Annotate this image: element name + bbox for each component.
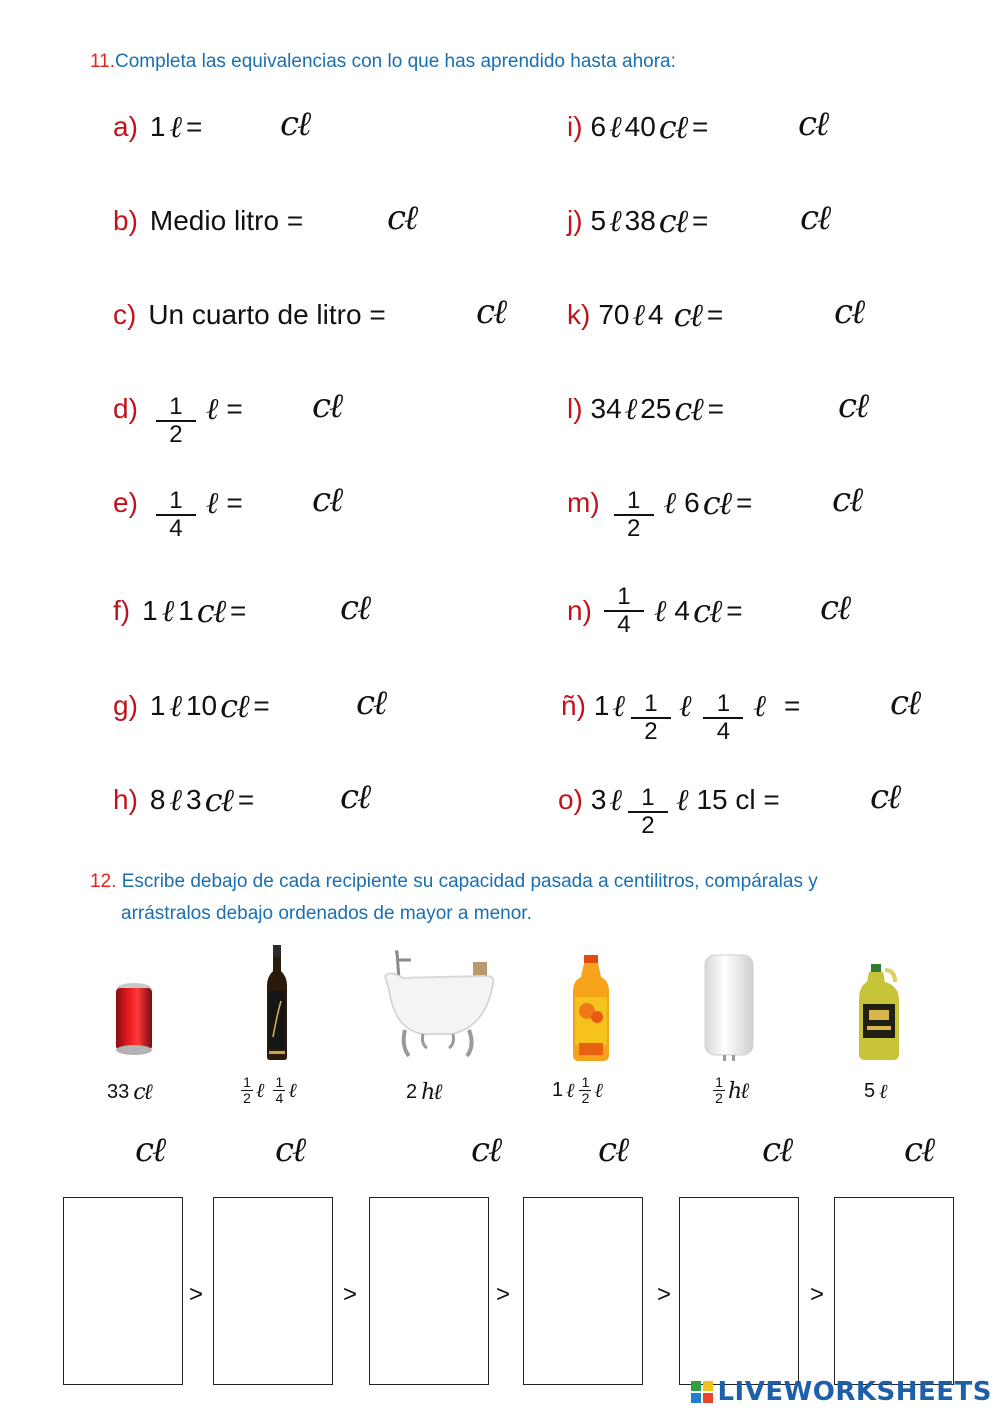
item-b [113, 197, 303, 245]
fraction-numerator: 1 [617, 583, 631, 610]
liter-symbol: ℓ [624, 391, 638, 427]
answer-unit-cl: cℓ [598, 1130, 628, 1170]
answer-unit-cl: cℓ [340, 777, 370, 817]
item-label: i) [567, 111, 583, 142]
centiliter-symbol: cℓ [196, 592, 225, 630]
answer-unit-cl: cℓ [904, 1130, 934, 1170]
centiliter-symbol: cℓ [658, 202, 687, 240]
equals: = [230, 595, 247, 626]
item-value: 6 [684, 487, 700, 518]
liter-symbol: ℓ [594, 1078, 603, 1102]
equals: = [735, 487, 753, 518]
answer-unit-cl: cℓ [870, 777, 900, 817]
answer-unit-cl: cℓ [762, 1130, 792, 1170]
item-value: 1 [178, 595, 194, 626]
oil-jug-image [857, 964, 901, 1060]
answer-unit-cl: cℓ [834, 292, 864, 332]
fraction-denominator: 2 [644, 718, 658, 745]
liter-symbol: ℓ [169, 782, 182, 818]
centiliter-symbol: cℓ [702, 484, 730, 522]
centiliter-symbol: cℓ [674, 390, 702, 428]
fraction [273, 1075, 285, 1106]
answer-unit-cl: cℓ [356, 683, 386, 723]
fraction-denominator: 2 [641, 812, 655, 839]
fraction-denominator: 4 [275, 1090, 284, 1106]
equals: = [692, 111, 709, 142]
equals: = [692, 205, 709, 236]
item-value: 25 [640, 393, 672, 424]
fraction-numerator: 1 [626, 487, 641, 514]
liter-symbol: ℓ [753, 688, 766, 724]
fraction-numerator: 1 [581, 1074, 590, 1090]
answer-unit-cl: cℓ [135, 1130, 165, 1170]
item-text: 3 [590, 784, 607, 815]
caption-value: 33 [107, 1080, 130, 1103]
fraction-numerator: 1 [644, 690, 658, 717]
centiliter-symbol: cℓ [673, 296, 701, 334]
equals: = [226, 487, 243, 518]
item-label: b) [113, 205, 138, 236]
drop-box-1[interactable] [63, 1197, 183, 1385]
item-value: 38 [624, 205, 656, 236]
drop-box-5[interactable] [679, 1197, 799, 1385]
fraction-numerator: 1 [169, 487, 183, 514]
equals: = [185, 111, 203, 142]
fraction-denominator: 2 [581, 1090, 590, 1106]
liter-symbol: ℓ [632, 297, 645, 333]
drop-box-4[interactable] [523, 1197, 643, 1385]
liter-symbol: ℓ [609, 203, 622, 239]
answer-unit-cl: cℓ [312, 386, 342, 426]
exercise-12-heading [90, 866, 818, 898]
item-m [567, 479, 753, 542]
equals: = [706, 299, 724, 330]
item-i [567, 103, 708, 151]
item-value: 15 cl = [696, 784, 780, 815]
liter-symbol: ℓ [169, 109, 182, 145]
item-text: Medio litro = [149, 205, 304, 236]
item-text: 6 [590, 111, 607, 142]
liter-symbol: ℓ [653, 593, 667, 629]
centiliter-symbol: cℓ [692, 592, 721, 630]
answer-unit-cl: cℓ [275, 1130, 305, 1170]
item-label: a) [113, 111, 138, 142]
item-n [567, 583, 743, 638]
bathtub-image [383, 950, 498, 1065]
liter-symbol: ℓ [161, 593, 175, 629]
item-text: 1 [149, 111, 166, 142]
item-value: 4 [647, 299, 664, 330]
fraction-numerator: 1 [275, 1074, 284, 1090]
fraction [604, 584, 644, 638]
equals: = [726, 595, 743, 626]
equals: = [253, 690, 270, 721]
fraction-denominator: 2 [243, 1090, 251, 1106]
item-label: j) [567, 205, 583, 236]
caption-value: 5 [864, 1080, 876, 1102]
centiliter-symbol: cℓ [133, 1080, 151, 1105]
liter-symbol: ℓ [609, 109, 622, 145]
greater-than: > [496, 1281, 511, 1308]
fraction [156, 394, 196, 448]
fraction-denominator: 4 [169, 515, 183, 542]
caption-bathtub [406, 1079, 440, 1105]
greater-than: > [810, 1281, 825, 1308]
liter-symbol: ℓ [256, 1078, 265, 1102]
answer-unit-cl: cℓ [820, 588, 850, 628]
fraction [713, 1075, 725, 1106]
answer-unit-cl: cℓ [312, 480, 342, 520]
item-g [113, 682, 270, 730]
equals: = [707, 393, 724, 424]
oil-bottle-image [265, 945, 289, 1060]
caption-can [107, 1079, 151, 1105]
item-label: g) [113, 690, 138, 721]
item-text: 5 [590, 205, 607, 236]
caption-jug [864, 1079, 887, 1104]
drop-box-6[interactable] [834, 1197, 954, 1385]
exercise-number: 11. [90, 51, 116, 72]
fraction [156, 488, 196, 542]
juice-bottle-image [571, 955, 611, 1061]
item-text: 1 [142, 595, 158, 626]
item-label: e) [113, 487, 138, 518]
fraction-denominator: 4 [716, 718, 731, 745]
liter-symbol: ℓ [205, 485, 219, 521]
item-label: ñ) [561, 690, 586, 721]
caption-value: 2 [406, 1080, 418, 1103]
drop-box-3[interactable] [369, 1197, 489, 1385]
caption-oil-bottle [238, 1075, 297, 1106]
centiliter-symbol: cℓ [658, 108, 687, 146]
answer-unit-cl: cℓ [476, 292, 506, 332]
item-text: 1 [149, 690, 166, 721]
equals: = [226, 393, 243, 424]
greater-than: > [189, 1281, 204, 1308]
hectoliter-symbol: hℓ [728, 1078, 748, 1104]
item-label: n) [567, 595, 592, 626]
liter-symbol: ℓ [612, 688, 625, 724]
item-h [113, 776, 254, 824]
fraction [628, 785, 668, 839]
answer-unit-cl: cℓ [387, 198, 417, 238]
item-e [113, 479, 243, 542]
item-label: m) [567, 487, 600, 518]
exercise-instruction: Completa las equivalencias con lo que has aprendido hasta ahora: [115, 51, 676, 72]
water-heater-image [703, 953, 755, 1061]
item-text: Un cuarto de litro = [148, 299, 386, 330]
caption-juice [552, 1075, 603, 1106]
drop-box-2[interactable] [213, 1197, 333, 1385]
liveworksheets-logo [691, 1377, 992, 1407]
caption-value: 1 [552, 1079, 564, 1101]
fraction-numerator: 1 [715, 1074, 723, 1090]
fraction-denominator: 2 [169, 421, 183, 448]
item-label: d) [113, 393, 138, 424]
brand-name: LIVEWORKSHEETS [717, 1377, 992, 1407]
liter-symbol: ℓ [675, 782, 689, 818]
answer-unit-cl: cℓ [832, 480, 862, 520]
fraction-denominator: 2 [715, 1090, 723, 1106]
fraction [631, 691, 671, 745]
greater-than: > [657, 1281, 672, 1308]
item-l [567, 385, 724, 433]
item-label: f) [113, 595, 131, 626]
answer-unit-cl: cℓ [471, 1130, 501, 1170]
item-label: k) [567, 299, 591, 330]
brand-icon [691, 1381, 713, 1403]
liter-symbol: ℓ [288, 1078, 297, 1102]
answer-unit-cl: cℓ [340, 588, 370, 628]
liter-symbol: ℓ [169, 688, 182, 724]
centiliter-symbol: cℓ [220, 687, 248, 725]
item-text: 70 [598, 299, 630, 330]
item-text: 34 [590, 393, 622, 424]
item-value: 4 [674, 595, 690, 626]
liter-symbol: ℓ [205, 391, 219, 427]
liter-symbol: ℓ [663, 485, 677, 521]
item-d [113, 385, 243, 448]
answer-unit-cl: cℓ [890, 683, 920, 723]
item-label: h) [113, 784, 138, 815]
fraction [703, 691, 743, 745]
item-nn [561, 682, 801, 745]
liter-symbol: ℓ [678, 688, 692, 724]
item-label: l) [567, 393, 583, 424]
item-j [567, 197, 708, 245]
item-label: o) [558, 784, 583, 815]
answer-unit-cl: cℓ [800, 198, 830, 238]
greater-than: > [343, 1281, 358, 1308]
equals: = [783, 690, 801, 721]
fraction-denominator: 2 [626, 515, 641, 542]
answer-unit-cl: cℓ [838, 386, 868, 426]
item-value: 40 [624, 111, 656, 142]
centiliter-symbol: cℓ [204, 781, 232, 819]
liter-symbol: ℓ [879, 1079, 888, 1103]
liter-symbol: ℓ [566, 1078, 575, 1102]
fraction-numerator: 1 [169, 393, 183, 420]
liter-symbol: ℓ [609, 782, 622, 818]
item-text: 8 [149, 784, 166, 815]
hectoliter-symbol: hℓ [421, 1080, 441, 1105]
fraction-denominator: 4 [617, 611, 631, 638]
equals: = [237, 784, 255, 815]
item-o [558, 776, 780, 839]
exercise-number: 12. [90, 871, 117, 892]
fraction [614, 488, 654, 542]
fraction-numerator: 1 [641, 784, 655, 811]
caption-heater [710, 1075, 747, 1106]
item-text: 1 [593, 690, 610, 721]
item-c [113, 291, 386, 339]
item-f [113, 587, 246, 635]
fraction [579, 1075, 591, 1106]
exercise-12-heading-line2: arrástralos debajo ordenados de mayor a menor. [121, 903, 532, 924]
answer-unit-cl: cℓ [798, 104, 828, 144]
item-a [113, 103, 202, 151]
exercise-11-heading [90, 46, 676, 78]
item-label: c) [113, 299, 137, 330]
soda-can-image [113, 982, 155, 1056]
answer-unit-cl: cℓ [280, 104, 310, 144]
fraction-numerator: 1 [243, 1074, 251, 1090]
fraction-numerator: 1 [716, 690, 731, 717]
item-value: 3 [185, 784, 202, 815]
item-value: 10 [185, 690, 218, 721]
exercise-instruction-line1: Escribe debajo de cada recipiente su capacidad pasada a centilitros, compáralas y [121, 871, 818, 892]
item-k [567, 291, 723, 339]
fraction [241, 1075, 253, 1106]
